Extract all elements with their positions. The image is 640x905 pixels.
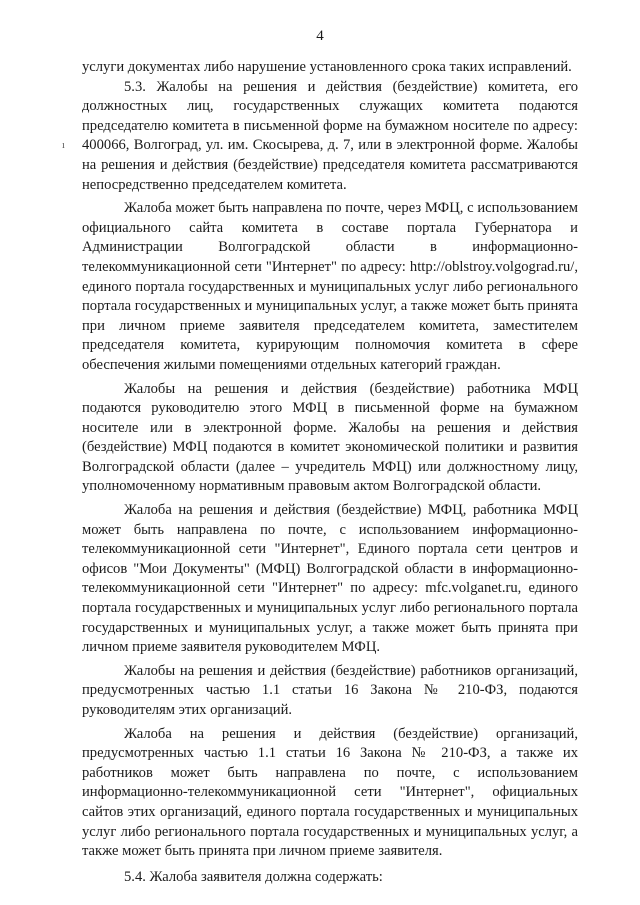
document-body xyxy=(82,58,578,887)
paragraph-mfc-complaints: Жалобы на решения и действия (бездействие) работника МФЦ подаются руководителю этого МФЦ в письменной форме на бумажном носителе или в электронной форме. Жалобы на решения и действия (бездействие) МФЦ подаются в комитет экономической политики и развития Волгоградской области (далее – учредитель МФЦ) или должностному лицу, уполномоченному нормативным правовым актом Волгоградской области. xyxy=(82,380,578,495)
paragraph-5-3: 5.3. Жалобы на решения и действия (бездействие) комитета, его должностных лиц, государственных служащих комитета подаются председателю комитета в письменной форме на бумажном носителе по адресу: 400066, Волгоград, ул. им. Скосырева, д. 7, или в электронной форме. Жалобы на решения и действия (бездействие) председателя комитета рассматриваются непосредственно председателем комитета. xyxy=(82,78,578,193)
margin-mark: ı xyxy=(62,140,65,151)
paragraph-5-4: 5.4. Жалоба заявителя должна содержать: xyxy=(124,868,383,885)
paragraph-mfc-channels: Жалоба на решения и действия (бездействие) МФЦ, работника МФЦ может быть направлена по почте, с использованием информационно-телекоммуникационной сети "Интернет", Единого портала сети центров и офисов "Мои Документы" (МФЦ) Волгоградской области в информационно-телекоммуникационной сети "Интернет" по адресу: mfc.volganet.ru, единого портала государственных и муниципальных услуг либо регионального портала государственных и муниципальных услуг, а также может быть принята при личном приеме заявителя руководителем МФЦ. xyxy=(82,502,578,656)
paragraph-complaint-channels: Жалоба может быть направлена по почте, через МФЦ, с использованием официального сайта комитета в составе портала Губернатора и Администрации Волгоградской области в информационно-телекоммуникационной сети "Интернет" по адресу: http://oblstroy.volgograd.ru/, единого портала государственных и муниципальных услуг либо регионального портала государственных и муниципальных услуг, а также может быть принята при личном приеме заявителя председателем комитета, заместителем председателя комитета, курирующим полномочия комитета в сфере обеспечения жилыми помещениями отдельных категорий граждан. xyxy=(82,200,578,373)
paragraph-organizations-complaints: Жалобы на решения и действия (бездействие) работников организаций, предусмотренных частью 1.1 статьи 16 Закона № 210-ФЗ, подаются руководителям этих организаций. xyxy=(82,662,578,718)
page-number: 4 xyxy=(316,28,324,44)
paragraph-organizations-channels: Жалоба на решения и действия (бездействие) организаций, предусмотренных частью 1.1 статьи 16 Закона № 210-ФЗ, а также их работников может быть направлена по почте, с использованием информационно-телекоммуникационной сети "Интернет", официальных сайтов этих организаций, единого портала государственных и муниципальных услуг либо регионального портала государственных и муниципальных услуг, а также может быть принята при личном приеме заявителя. xyxy=(82,725,578,860)
paragraph-continuation: услуги документах либо нарушение установленного срока таких исправлений. xyxy=(82,59,572,75)
